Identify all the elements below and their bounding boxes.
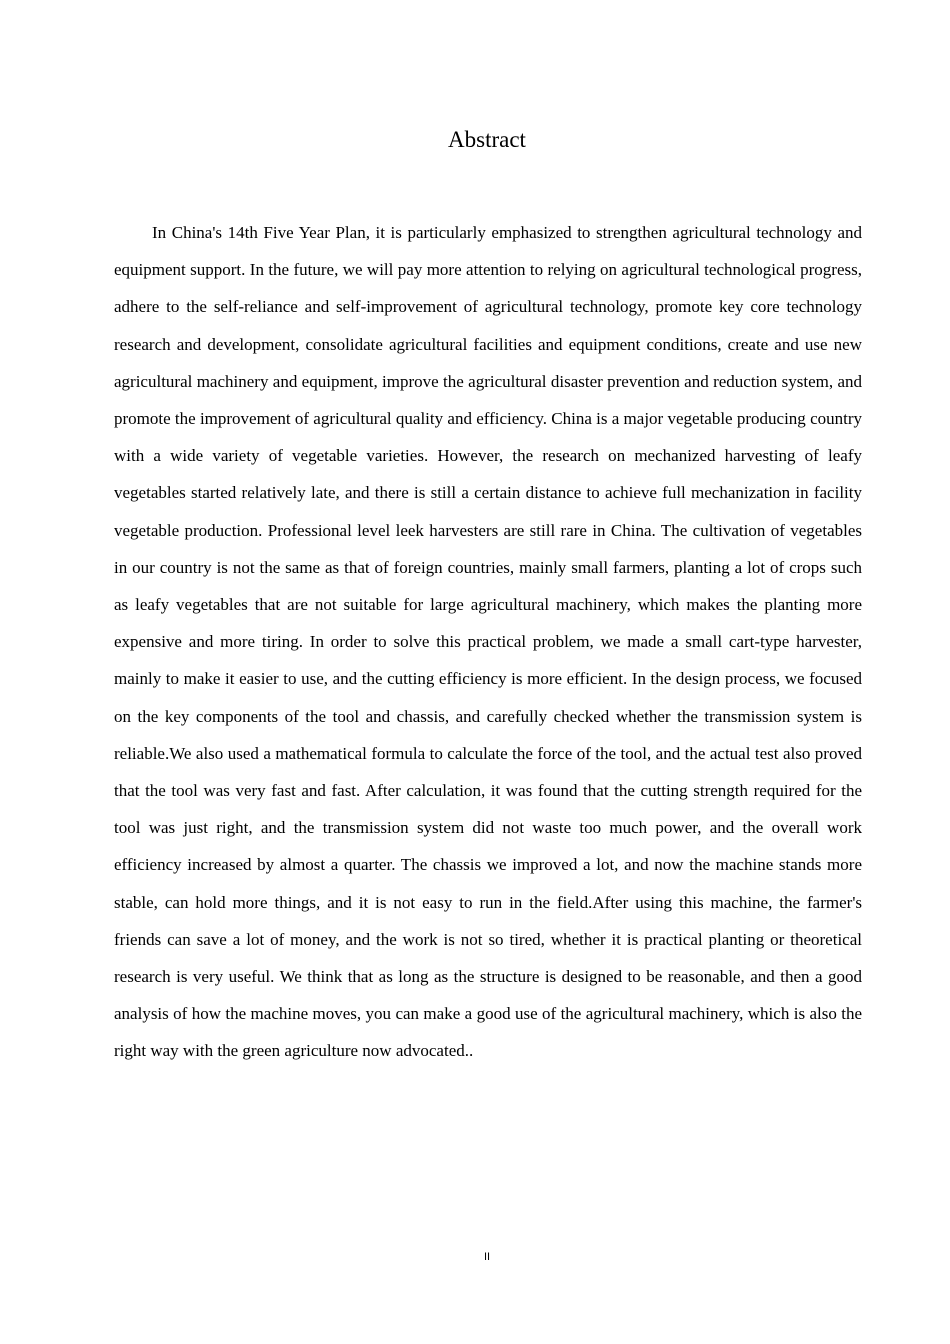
page-number: II [483, 1251, 491, 1263]
abstract-paragraph: In China's 14th Five Year Plan, it is particularly emphasized to strengthen agricultural technology and equipment support. In the future, we will pay more attention to relying on agricultural technological progress, adhere to the self-reliance and self-improvement of agricultural technology, promote key core technology research and development, consolidate agricultural facilities and equipment conditions, create and use new agricultural machinery and equipment, improve the agricultural disaster prevention and reduction system, and promote the improvement of agricultural quality and efficiency. China is a major vegetable producing country with a wide variety of vegetable varieties. However, the research on mechanized harvesting of leafy vegetables started relatively late, and there is still a certain distance to achieve full mechanization in facility vegetable production. Professional level leek harvesters are still rare in China. The cultivation of vegetables in our country is not the same as that of foreign countries, mainly small farmers, planting a lot of crops such as leafy vegetables that are not suitable for large agricultural machinery, which makes the planting more expensive and more tiring. In order to solve this practical problem, we made a small cart-type harvester, mainly to make it easier to use, and the cutting efficiency is more efficient. In the design process, we focused on the key components of the tool and chassis, and carefully checked whether the transmission system is reliable.We also used a mathematical formula to calculate the force of the tool, and the actual test also proved that the tool was very fast and fast. After calculation, it was found that the cutting strength required for the tool was just right, and the transmission system did not waste too much power, and the overall work efficiency increased by almost a quarter. The chassis we improved a lot, and now the machine stands more stable, can hold more things, and it is not easy to run in the field.After using this machine, the farmer's friends can save a lot of money, and the work is not so tired, whether it is practical planting or theoretical research is very useful. We think that as long as the structure is designed to be reasonable, and then a good analysis of how the machine moves, you can make a good use of the agricultural machinery, which is also the right way with the green agriculture now advocated.. [114, 223, 862, 1061]
page-title: Abstract [448, 127, 526, 152]
